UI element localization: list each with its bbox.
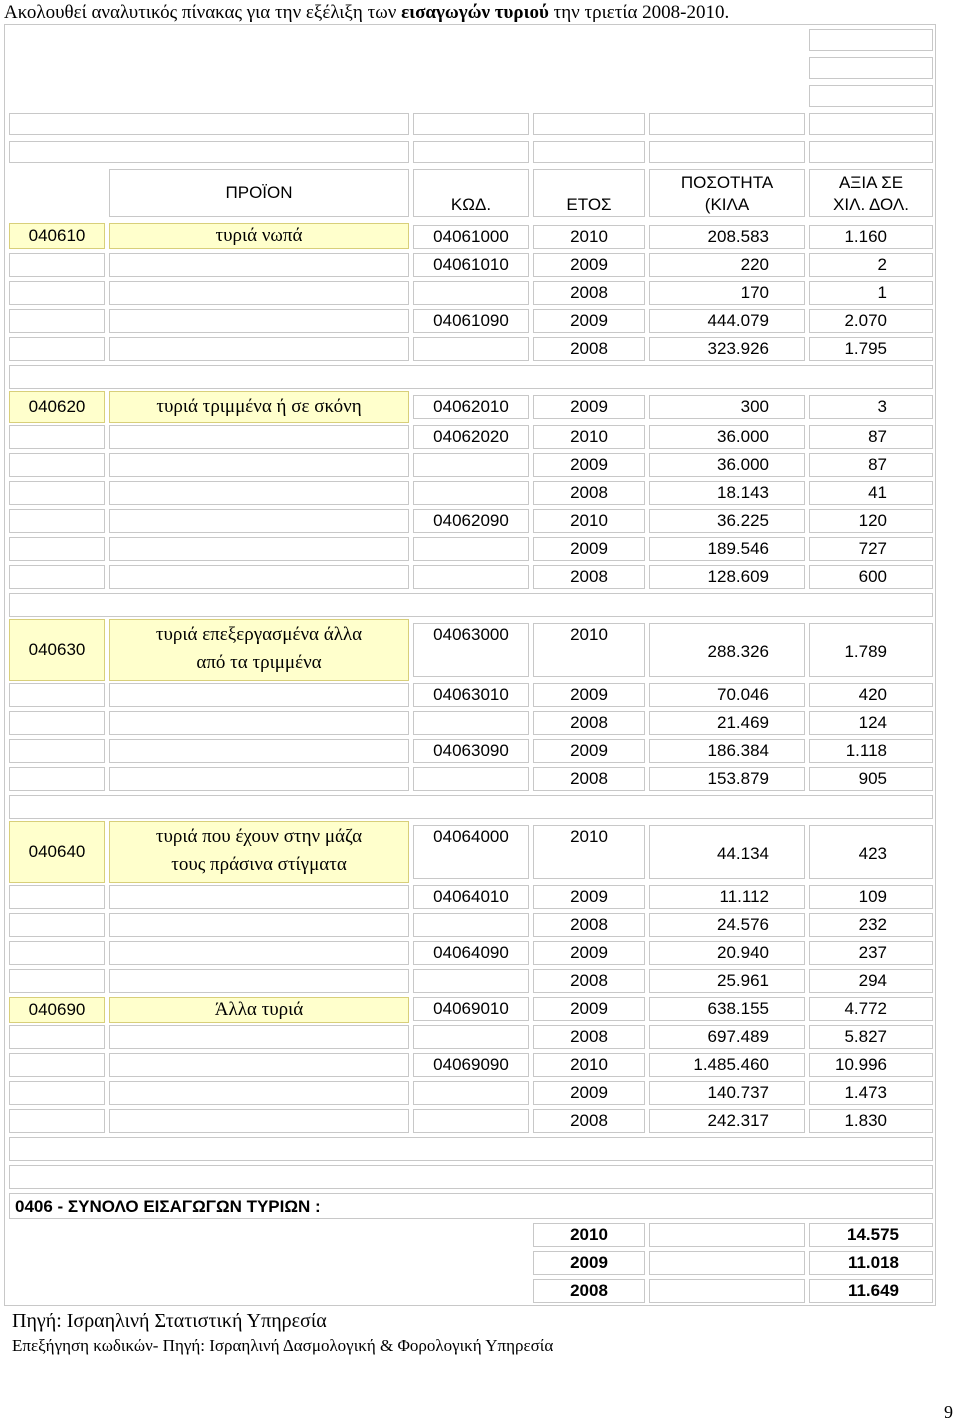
row-value: 1.789 [844,642,887,661]
row-value: 1.830 [844,1111,887,1130]
header-product: ΠΡΟΪΟΝ [225,183,293,202]
empty-cell [809,57,933,79]
row-code: 04064090 [433,943,509,962]
row-value: 2 [877,255,887,274]
empty-cell [109,1025,409,1049]
code-cell [413,481,529,505]
empty-cell [9,281,105,305]
code-cell [413,565,529,589]
row-year: 2008 [570,1111,608,1130]
empty-cell [109,739,409,763]
empty-cell [809,85,933,107]
empty-cell [9,113,409,135]
row-year: 2009 [570,255,608,274]
empty-cell [109,885,409,909]
group-name-line1: τυριά επεξεργασμένα άλλα [155,624,363,645]
code-cell [413,969,529,993]
row-value: 294 [858,971,887,990]
row-code: 04064010 [433,887,509,906]
row-value: 237 [858,943,887,962]
row-year: 2008 [570,1027,608,1046]
header-code: ΚΩΔ. [450,195,492,214]
empty-cell [649,113,805,135]
empty-cell [109,537,409,561]
empty-cell [109,565,409,589]
row-quantity: 288.326 [707,642,769,661]
row-year: 2010 [570,625,608,644]
empty-cell [9,1109,105,1133]
header-year: ΕΤΟΣ [566,195,612,214]
empty-cell [109,913,409,937]
row-quantity: 444.079 [707,311,769,330]
row-year: 2008 [570,769,608,788]
code-cell [413,913,529,937]
row-value: 1.473 [844,1083,887,1102]
empty-cell [9,739,105,763]
empty-cell [9,1137,933,1161]
row-year: 2009 [570,311,608,330]
total-year: 2010 [570,1225,608,1244]
empty-cell [109,941,409,965]
empty-cell [9,941,105,965]
row-value: 124 [858,713,887,732]
row-value: 1.118 [845,741,887,760]
row-year: 2010 [570,427,608,446]
row-value: 109 [858,887,887,906]
row-quantity: 11.112 [719,887,769,906]
code-cell [413,767,529,791]
row-quantity: 21.469 [717,713,769,732]
row-year: 2010 [570,511,608,530]
header-quantity-unit: (ΚΙΛΑ [704,195,750,214]
row-value: 87 [868,427,887,446]
empty-cell [9,481,105,505]
empty-cell [9,509,105,533]
empty-cell [9,337,105,361]
total-label: 0406 - ΣΥΝΟΛΟ ΕΙΣΑΓΩΓΩΝ ΤΥΡΙΩΝ : [15,1197,321,1216]
code-cell [413,1109,529,1133]
row-code: 04069090 [433,1055,509,1074]
group-code: 040690 [28,1000,86,1019]
code-cell [413,537,529,561]
empty-cell [9,683,105,707]
row-value: 420 [858,685,887,704]
empty-cell [9,253,105,277]
row-year: 2008 [570,971,608,990]
row-quantity: 220 [740,255,769,274]
row-value: 2.070 [844,311,887,330]
empty-cell [9,1165,933,1189]
empty-cell [9,795,933,819]
row-value: 423 [858,844,887,863]
empty-cell [9,767,105,791]
empty-cell [9,885,105,909]
group-name: τυριά νωπά [215,225,303,246]
code-cell [413,337,529,361]
empty-cell [109,509,409,533]
empty-cell [9,711,105,735]
empty-cell [533,113,645,135]
empty-cell [9,1025,105,1049]
row-value: 727 [858,539,887,558]
group-code: 040630 [28,640,86,659]
empty-cell [109,711,409,735]
empty-cell [9,309,105,333]
empty-cell [109,337,409,361]
imports-table [4,24,936,1306]
row-code: 04062010 [433,397,509,416]
row-year: 2008 [570,915,608,934]
code-cell [413,1025,529,1049]
empty-cell [109,969,409,993]
empty-cell [649,141,805,163]
empty-cell [649,1223,805,1247]
empty-cell [109,767,409,791]
row-year: 2009 [570,539,608,558]
empty-cell [109,309,409,333]
empty-cell [109,253,409,277]
row-quantity: 20.940 [717,943,769,962]
code-cell [413,1081,529,1105]
group-name: τυριά τριμμένα ή σε σκόνη [156,396,362,417]
row-quantity: 36.000 [717,455,769,474]
empty-cell [809,113,933,135]
row-quantity: 170 [740,283,769,302]
header-value: ΑΞΙΑ ΣΕ [838,173,904,192]
page-number: 9 [944,1402,953,1422]
row-value: 232 [858,915,887,934]
row-quantity: 36.000 [717,427,769,446]
group-code: 040640 [28,842,86,861]
row-value: 120 [858,511,887,530]
row-code: 04064000 [433,827,509,846]
row-year: 2009 [570,685,608,704]
empty-cell [109,453,409,477]
row-year: 2008 [570,713,608,732]
empty-cell [109,1081,409,1105]
row-quantity: 189.546 [707,539,769,558]
group-name-line1: τυριά που έχουν στην μάζα [155,826,363,847]
row-quantity: 242.317 [707,1111,769,1130]
empty-cell [9,453,105,477]
empty-cell [9,425,105,449]
row-quantity: 25.961 [717,971,769,990]
row-value: 600 [858,567,887,586]
row-quantity: 153.879 [707,769,769,788]
row-year: 2009 [570,741,608,760]
group-code: 040620 [28,397,86,416]
header-value-unit: ΧΙΛ. ΔΟΛ. [833,195,909,214]
empty-cell [9,141,409,163]
empty-cell [109,425,409,449]
row-quantity: 70.046 [717,685,769,704]
row-value: 41 [868,483,887,502]
empty-cell [109,481,409,505]
empty-cell [9,913,105,937]
row-value: 5.827 [844,1027,887,1046]
empty-cell [649,1279,805,1303]
row-quantity: 140.737 [707,1083,769,1102]
code-cell [413,453,529,477]
row-code: 04061000 [433,227,509,246]
row-quantity: 24.576 [717,915,769,934]
empty-cell [109,683,409,707]
row-quantity: 1.485.460 [693,1055,769,1074]
row-year: 2009 [570,887,608,906]
row-quantity: 323.926 [707,339,769,358]
row-value: 1.160 [844,227,887,246]
row-quantity: 208.583 [707,227,769,246]
row-code: 04063010 [433,685,509,704]
source-note: Πηγή: Ισραηλινή Στατιστική Υπηρεσία [12,1310,327,1332]
row-quantity: 186.384 [707,741,769,760]
row-code: 04063000 [433,625,509,644]
row-code: 04061010 [433,255,509,274]
row-year: 2009 [570,455,608,474]
row-quantity: 638.155 [707,999,769,1018]
row-year: 2009 [570,1083,608,1102]
row-quantity: 300 [740,397,769,416]
row-year: 2008 [570,283,608,302]
group-code: 040610 [28,226,86,245]
row-year: 2009 [570,943,608,962]
empty-cell [9,1081,105,1105]
total-year: 2008 [570,1281,608,1300]
empty-cell [413,141,529,163]
empty-cell [9,1053,105,1077]
row-quantity: 128.609 [707,567,769,586]
total-value: 11.649 [847,1281,899,1300]
intro-text: Ακολουθεί αναλυτικός πίνακας για την εξέλιξη των εισαγωγών τυριού την τριετία 2008-2010. [4,2,730,23]
empty-cell [9,537,105,561]
total-value: 11.018 [847,1253,899,1272]
row-quantity: 697.489 [707,1027,769,1046]
empty-cell [109,1109,409,1133]
row-year: 2010 [570,827,608,846]
row-value: 87 [868,455,887,474]
total-year: 2009 [570,1253,608,1272]
codes-source-note: Επεξήγηση κωδικών- Πηγή: Ισραηλινή Δασμολογική & Φορολογική Υπηρεσία [12,1336,554,1355]
row-year: 2008 [570,483,608,502]
row-value: 3 [877,397,887,416]
empty-cell [533,141,645,163]
empty-cell [649,1251,805,1275]
empty-cell [9,365,933,389]
group-name-line2: από τα τριμμένα [196,652,322,673]
empty-cell [109,281,409,305]
group-name-line2: τους πράσινα στίγματα [171,854,347,875]
row-code: 04069010 [433,999,509,1018]
row-value: 905 [858,769,887,788]
code-cell [413,711,529,735]
row-value: 10.996 [835,1055,887,1074]
row-year: 2008 [570,339,608,358]
empty-cell [9,969,105,993]
row-quantity: 44.134 [717,844,769,863]
row-year: 2010 [570,227,608,246]
row-year: 2009 [570,397,608,416]
empty-cell [9,565,105,589]
row-year: 2010 [570,1055,608,1074]
code-cell [413,281,529,305]
row-value: 1 [877,283,887,302]
row-code: 04062020 [433,427,509,446]
row-quantity: 18.143 [717,483,769,502]
row-code: 04063090 [433,741,509,760]
row-value: 4.772 [844,999,887,1018]
row-year: 2008 [570,567,608,586]
row-code: 04062090 [433,511,509,530]
group-name: Άλλα τυριά [214,999,304,1020]
row-year: 2009 [570,999,608,1018]
row-quantity: 36.225 [717,511,769,530]
empty-cell [809,141,933,163]
total-value: 14.575 [847,1225,899,1244]
empty-cell [809,29,933,51]
row-value: 1.795 [844,339,887,358]
empty-cell [109,1053,409,1077]
header-quantity: ΠΟΣΟΤΗΤΑ [680,173,774,192]
empty-cell [413,113,529,135]
row-code: 04061090 [433,311,509,330]
empty-cell [9,593,933,617]
